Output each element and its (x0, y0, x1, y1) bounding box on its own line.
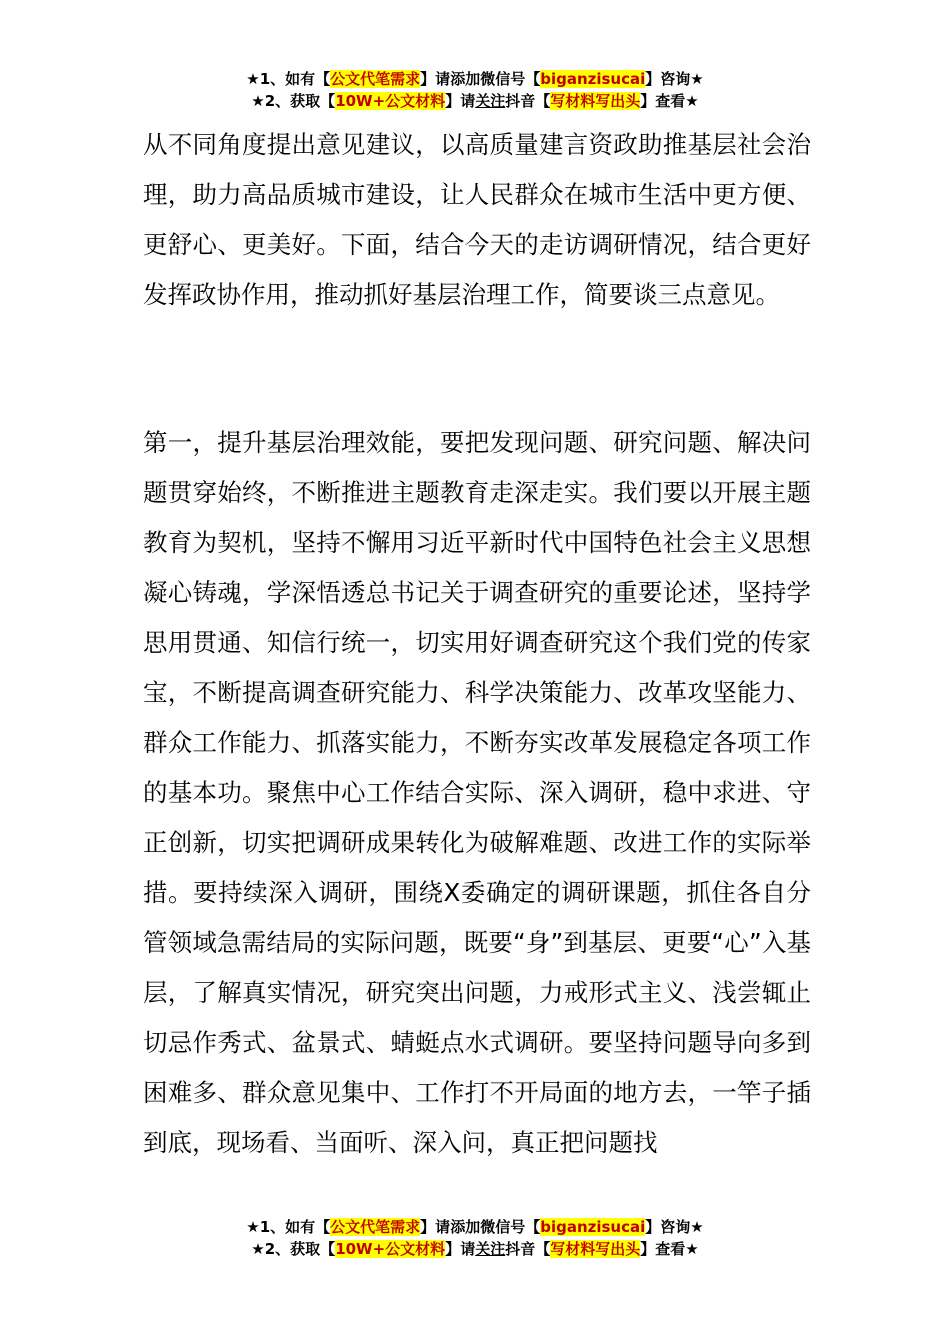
banner-line-1 (0, 68, 950, 90)
footer-banner (0, 1216, 950, 1260)
douyin-account: 写材料写出头 (550, 1240, 641, 1258)
banner-text: 添加 (450, 70, 481, 88)
body-paragraph-2 (143, 418, 811, 1168)
banner-text: 关注 (475, 92, 506, 110)
banner-text: 】请 (445, 1240, 476, 1258)
banner-text: ★2、获取【 (251, 1240, 336, 1258)
wechat-id: biganzisucai (540, 1218, 646, 1236)
banner-text: 】查看★ (640, 92, 699, 110)
banner-line-2 (0, 90, 950, 112)
banner-text: 】请 (420, 70, 451, 88)
banner-text: 添加 (450, 1218, 481, 1236)
banner-text: 】查看★ (640, 1240, 699, 1258)
douyin-account: 写材料写出头 (550, 92, 641, 110)
header-banner (0, 68, 950, 112)
highlight-text: 公文代笔需求 (330, 70, 421, 88)
banner-text: 微信号【 (480, 70, 541, 88)
banner-text: 抖音【 (505, 92, 551, 110)
banner-text: ★1、如有【 (246, 1218, 331, 1236)
banner-text: 】请 (420, 1218, 451, 1236)
banner-text: 】咨询★ (645, 1218, 704, 1236)
paragraph-text: 从不同角度提出意见建议，以高质量建言资政助推基层社会治理，助力高品质城市建设，让人民群众在城市生活中更方便、更舒心、更美好。下面，结合今天的走访调研情况，结合更好发挥政协作用，推动抓好基层治理工作，简要谈三点意见。 (143, 130, 811, 309)
highlight-text: 10W+公文材料 (335, 1240, 446, 1258)
banner-line-1 (0, 1216, 950, 1238)
body-paragraph-1 (143, 120, 811, 320)
paragraph-text: 第一，提升基层治理效能，要把发现问题、研究问题、解决问题贯穿始终，不断推进主题教育走深走实。我们要以开展主题教育为契机，坚持不懈用习近平新时代中国特色社会主义思想凝心铸魂，学深悟透总书记关于调查研究的重要论述，坚持学思用贯通、知信行统一，切实用好调查研究这个我们党的传家宝，不断提高调查研究能力、科学决策能力、改革攻坚能力、群众工作能力、抓落实能力，不断夯实改革发展稳定各项工作的基本功。聚焦中心工作结合实际、深入调研，稳中求进、守正创新，切实把调研成果转化为破解难题、改进工作的实际举措。要持续深入调研，围绕X委确定的调研课题，抓住各自分管领域急需结局的实际问题，既要“身”到基层、更要“心”入基层，了解真实情况，研究突出问题，力戒形式主义、浅尝辄止切忌作秀式、盆景式、蜻蜓点水式调研。要坚持问题导向多到困难多、群众意见集中、工作打不开局面的地方去，一竿子插到底，现场看、当面听、深入问，真正把问题找 (143, 428, 811, 1157)
banner-text: ★2、获取【 (251, 92, 336, 110)
banner-text: 抖音【 (505, 1240, 551, 1258)
banner-text: 】请 (445, 92, 476, 110)
banner-text: ★1、如有【 (246, 70, 331, 88)
banner-text: 微信号【 (480, 1218, 541, 1236)
highlight-text: 10W+公文材料 (335, 92, 446, 110)
banner-line-2 (0, 1238, 950, 1260)
highlight-text: 公文代笔需求 (330, 1218, 421, 1236)
banner-text: 关注 (475, 1240, 506, 1258)
wechat-id: biganzisucai (540, 70, 646, 88)
banner-text: 】咨询★ (645, 70, 704, 88)
